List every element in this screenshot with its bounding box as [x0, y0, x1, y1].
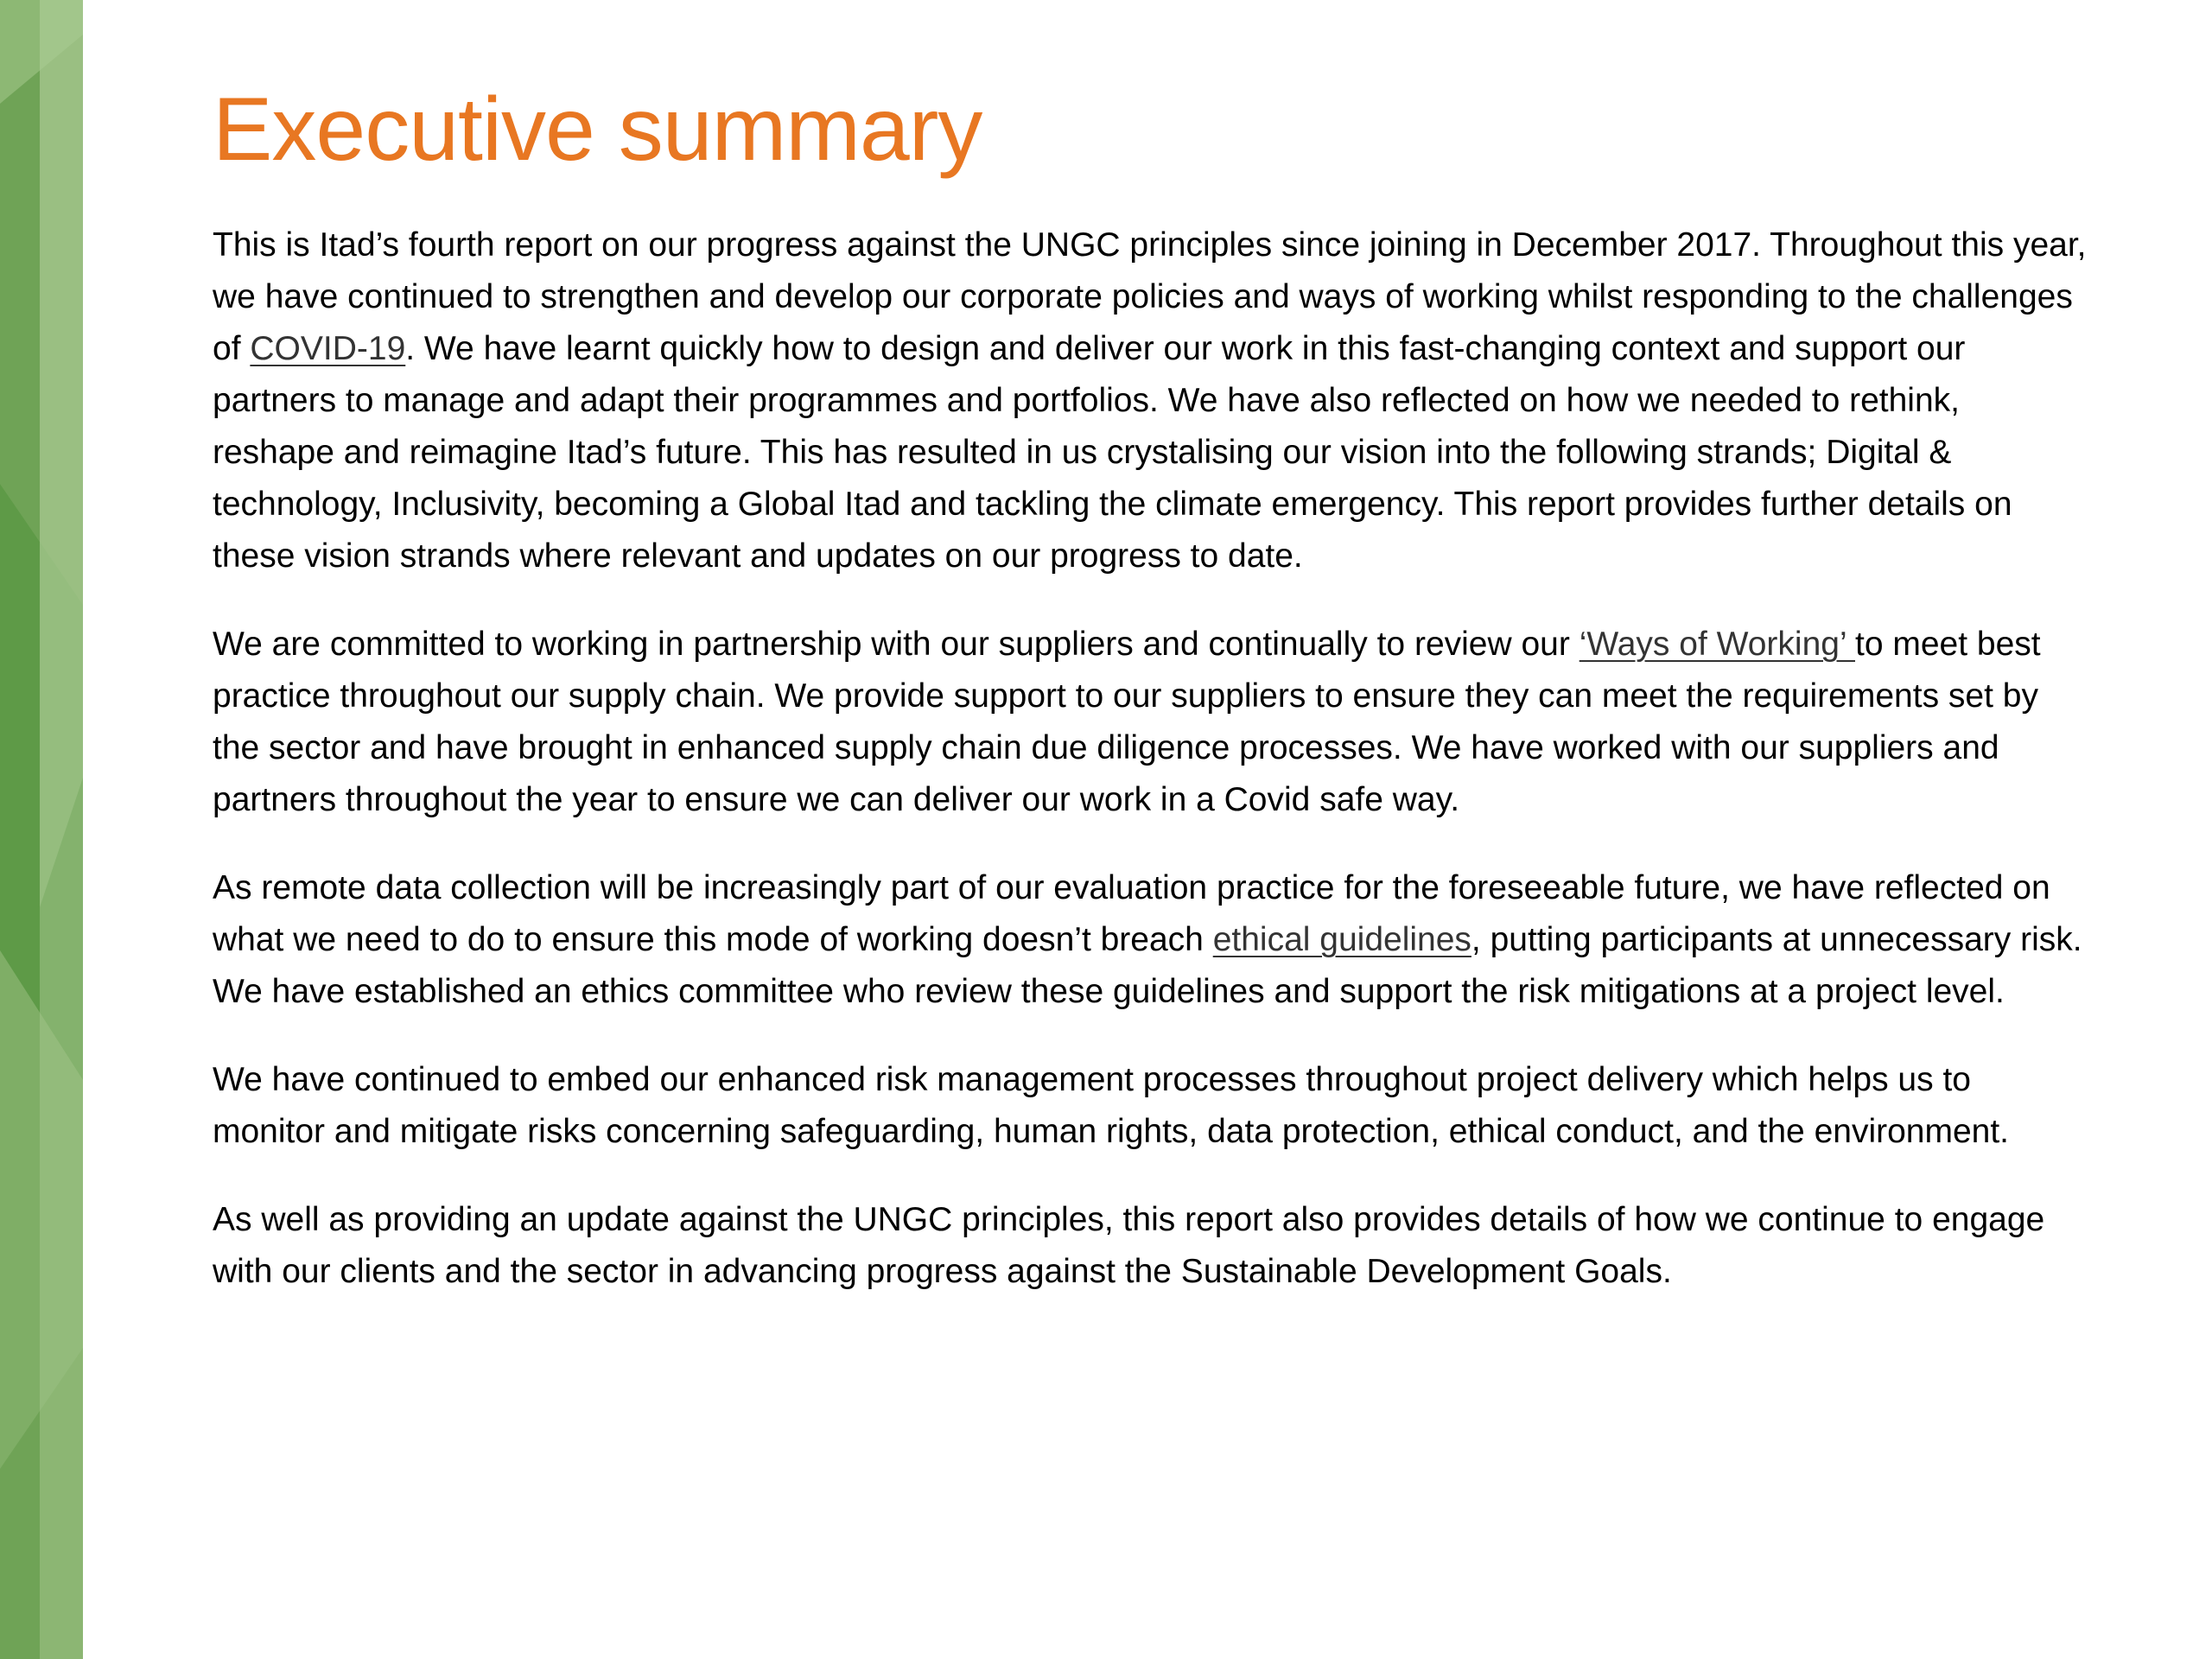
ways-of-working-link[interactable]: ‘Ways of Working’: [1579, 626, 1855, 663]
paragraph-text: This is Itad’s fourth report on our progress against the UNGC principles since joining in December 2017. Throughout this year, we have continued to strengthen and develop our corporate policies and ways of working whilst responding to the challenges of: [213, 226, 2087, 367]
paragraph-intro: [213, 219, 2088, 582]
page-title: Executive summary: [213, 79, 982, 180]
paragraph-text: We are committed to working in partnership with our suppliers and continually to review our: [213, 626, 1580, 663]
paragraph-remote-data: [213, 862, 2088, 1018]
paragraph-text: As remote data collection will be increasingly part of our evaluation practice for the foreseeable future, we have reflected on what we need to do to ensure this mode of working doesn’t breach: [213, 869, 2050, 958]
decorative-side-band: [0, 0, 83, 1659]
paragraph-suppliers: [213, 619, 2088, 826]
document-page: [213, 78, 2088, 1298]
body-text: [213, 219, 2088, 1298]
covid-19-link[interactable]: COVID-19: [250, 330, 406, 367]
paragraph-risk-management: We have continued to embed our enhanced risk management processes throughout project delivery which helps us to monitor and mitigate risks concerning safeguarding, human rights, data protection, ethical conduct, and the environment.: [213, 1061, 2010, 1150]
paragraph-text: , putting participants at unnecessary risk. We have established an ethics committee who review these guidelines and support the risk mitigations at a project level.: [213, 921, 2082, 1010]
side-band-graphic: [0, 0, 83, 1659]
paragraph-text: . We have learnt quickly how to design and deliver our work in this fast-changing context and support our partners to manage and adapt their programmes and portfolios. We have also reflected on how we needed to rethink, reshape and reimagine Itad’s future. This has resulted in us crystalising our vision into the following strands; Digital & technology, Inclusivity, becoming a Global Itad and tackling the climate emergency. This report provides further details on these vision strands where relevant and updates on our progress to date.: [213, 330, 2012, 575]
paragraph-sdg: As well as providing an update against the UNGC principles, this report also provides details of how we continue to engage with our clients and the sector in advancing progress against the Sustainable Development Goals.: [213, 1201, 2045, 1290]
paragraph-text: to meet best practice throughout our supply chain. We provide support to our suppliers to ensure they can meet the requirements set by the sector and have brought in enhanced supply chain due diligence processes. We have worked with our suppliers and partners throughout the year to ensure we can deliver our work in a Covid safe way.: [213, 626, 2041, 818]
ethical-guidelines-link[interactable]: ethical guidelines: [1212, 921, 1471, 958]
